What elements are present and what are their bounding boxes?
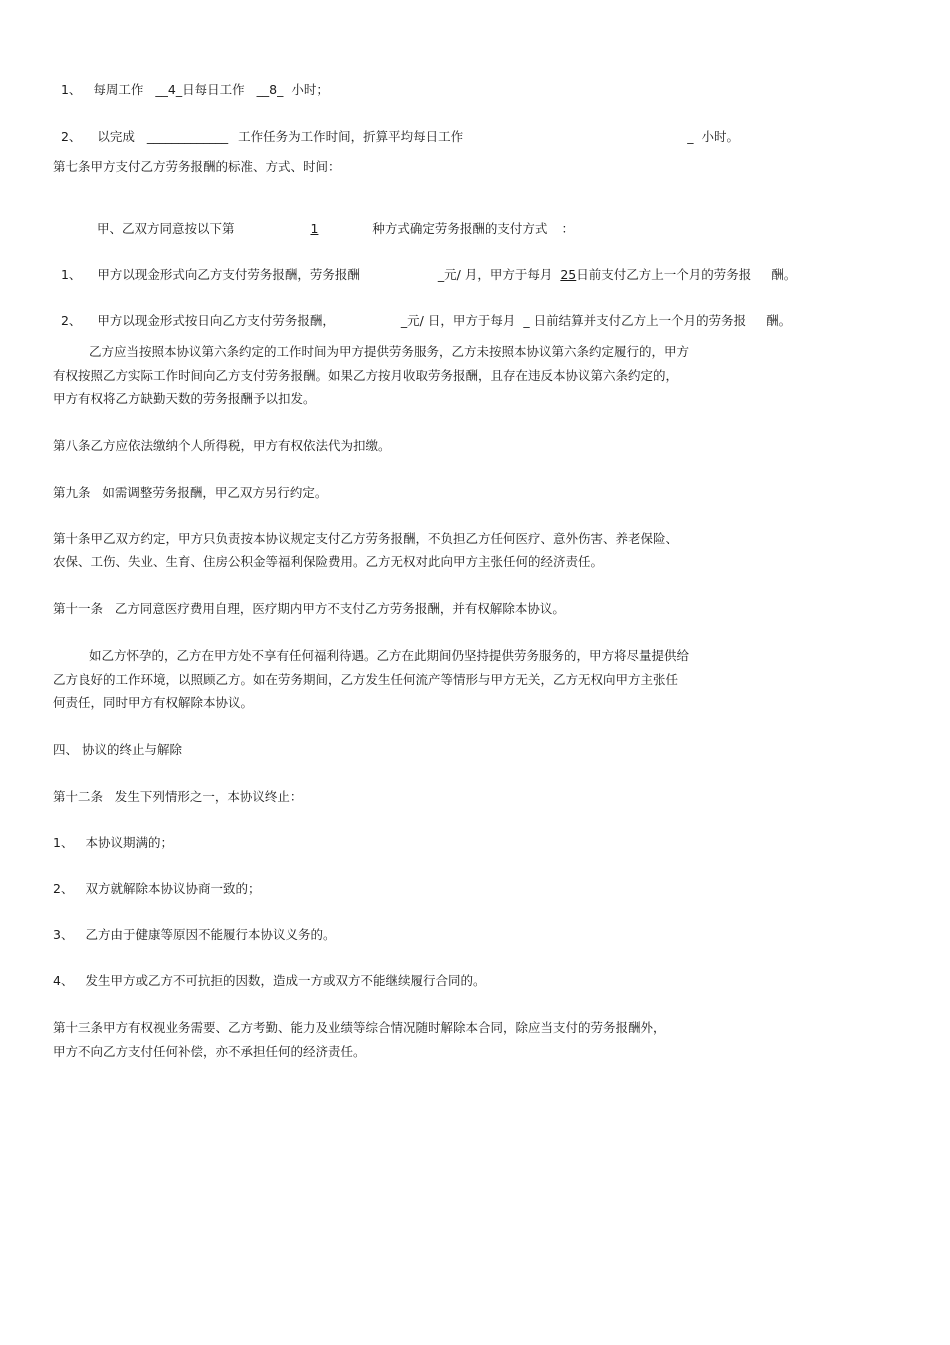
payday-value: 25: [560, 267, 577, 282]
termination-item: [53, 881, 260, 897]
blank-field: _____________: [146, 129, 229, 144]
paragraph-line: 乙方应当按照本协议第六条约定的工作时间为甲方提供劳务服务，乙方未按照本协议第六条约定履行的，甲方: [89, 344, 690, 359]
item-number: 2、: [60, 129, 82, 144]
clause-weekly-hours: [53, 66, 329, 98]
clause-text: 种方式确定劳务报酬的支付方式: [372, 221, 548, 236]
clause-text: 工作任务为工作时间，折算平均每日工作: [238, 129, 464, 144]
item-number: 2、: [53, 881, 74, 896]
method-number: 1: [310, 221, 319, 236]
termination-item: [53, 927, 335, 943]
section-4-heading: 四、 协议的终止与解除: [53, 742, 182, 757]
termination-item: [53, 835, 173, 851]
paragraph-line: 何责任，同时甲方有权解除本协议。: [53, 695, 254, 710]
article-9: 第九条 如需调整劳务报酬，甲乙双方另行约定。: [53, 485, 328, 500]
article-13-line: 第十三条甲方有权视业务需要、乙方考勤、能力及业绩等综合情况随时解除本合同，除应当支付的劳务报酬外，: [53, 1020, 666, 1035]
clause-text: 日每日工作: [182, 82, 245, 97]
item-text: 乙方由于健康等原因不能履行本协议义务的。: [85, 927, 336, 942]
paragraph-line: 如乙方怀孕的，乙方在甲方处不享有任何福利待遇。乙方在此期间仍坚持提供劳务服务的，甲方将尽量提供给: [89, 648, 690, 663]
clause-text: 日前支付乙方上一个月的劳务报: [576, 267, 752, 282]
item-number: 1、: [53, 835, 74, 850]
clause-text: _元/ 日，甲方于每月: [400, 313, 516, 328]
clause-text: 甲、乙双方同意按以下第: [96, 221, 235, 236]
clause-text: 酬。: [771, 267, 797, 282]
termination-item: [53, 973, 485, 989]
article-13-line: 甲方不向乙方支付任何补偿，亦不承担任何的经济责任。: [53, 1044, 366, 1059]
payment-monthly: [53, 251, 796, 283]
clause-text: 甲方以现金形式向乙方支付劳务报酬，劳务报酬: [97, 267, 360, 282]
hours-value: __8_: [256, 82, 284, 97]
clause-text: 每周工作: [93, 82, 144, 97]
item-text: 发生甲方或乙方不可抗拒的因数，造成一方或双方不能继续履行合同的。: [85, 973, 486, 988]
payment-daily: [53, 297, 791, 329]
item-number: 1、: [60, 267, 82, 282]
clause-text: 小时。: [701, 129, 739, 144]
clause-text: 酬。: [766, 313, 792, 328]
item-number: 2、: [60, 313, 82, 328]
clause-text: _元/ 月，甲方于每月: [437, 267, 553, 282]
clause-text: 小时；: [291, 82, 329, 97]
article-10-line: 第十条甲乙双方约定，甲方只负责按本协议规定支付乙方劳务报酬，不负担乙方任何医疗、意外伤害、养老保险、: [53, 531, 679, 546]
clause-text: _ 日前结算并支付乙方上一个月的劳务报: [523, 313, 747, 328]
paragraph-line: 有权按照乙方实际工作时间向乙方支付劳务报酬。如果乙方按月收取劳务报酬，且存在违反本协议第六条约定的，: [53, 368, 679, 383]
article-12: 第十二条 发生下列情形之一，本协议终止：: [53, 789, 303, 804]
payment-method-choice: [89, 205, 574, 237]
item-number: 1、: [60, 82, 82, 97]
days-value: __4_: [155, 82, 183, 97]
clause-text: 甲方以现金形式按日向乙方支付劳务报酬，: [97, 313, 335, 328]
article-10-line: 农保、工伤、失业、生育、住房公积金等福利保险费用。乙方无权对此向甲方主张任何的经济责任。: [53, 554, 604, 569]
article-11: 第十一条 乙方同意医疗费用自理，医疗期内甲方不支付乙方劳务报酬，并有权解除本协议。: [53, 601, 565, 616]
item-number: 3、: [53, 927, 74, 942]
article-8: 第八条乙方应依法缴纳个人所得税，甲方有权依法代为扣缴。: [53, 438, 391, 453]
item-number: 4、: [53, 973, 74, 988]
paragraph-line: 乙方良好的工作环境，以照顾乙方。如在劳务期间，乙方发生任何流产等情形与甲方无关，乙方无权向甲方主张任: [53, 672, 679, 687]
item-text: 本协议期满的；: [85, 835, 173, 850]
blank-field: _: [687, 129, 694, 144]
paragraph-line: 甲方有权将乙方缺勤天数的劳务报酬予以扣发。: [53, 391, 316, 406]
clause-task-based: [53, 113, 739, 145]
clause-text: ：: [561, 221, 574, 236]
article-7-heading: 第七条甲方支付乙方劳务报酬的标准、方式、时间：: [53, 159, 341, 174]
item-text: 双方就解除本协议协商一致的；: [85, 881, 261, 896]
clause-text: 以完成: [97, 129, 135, 144]
